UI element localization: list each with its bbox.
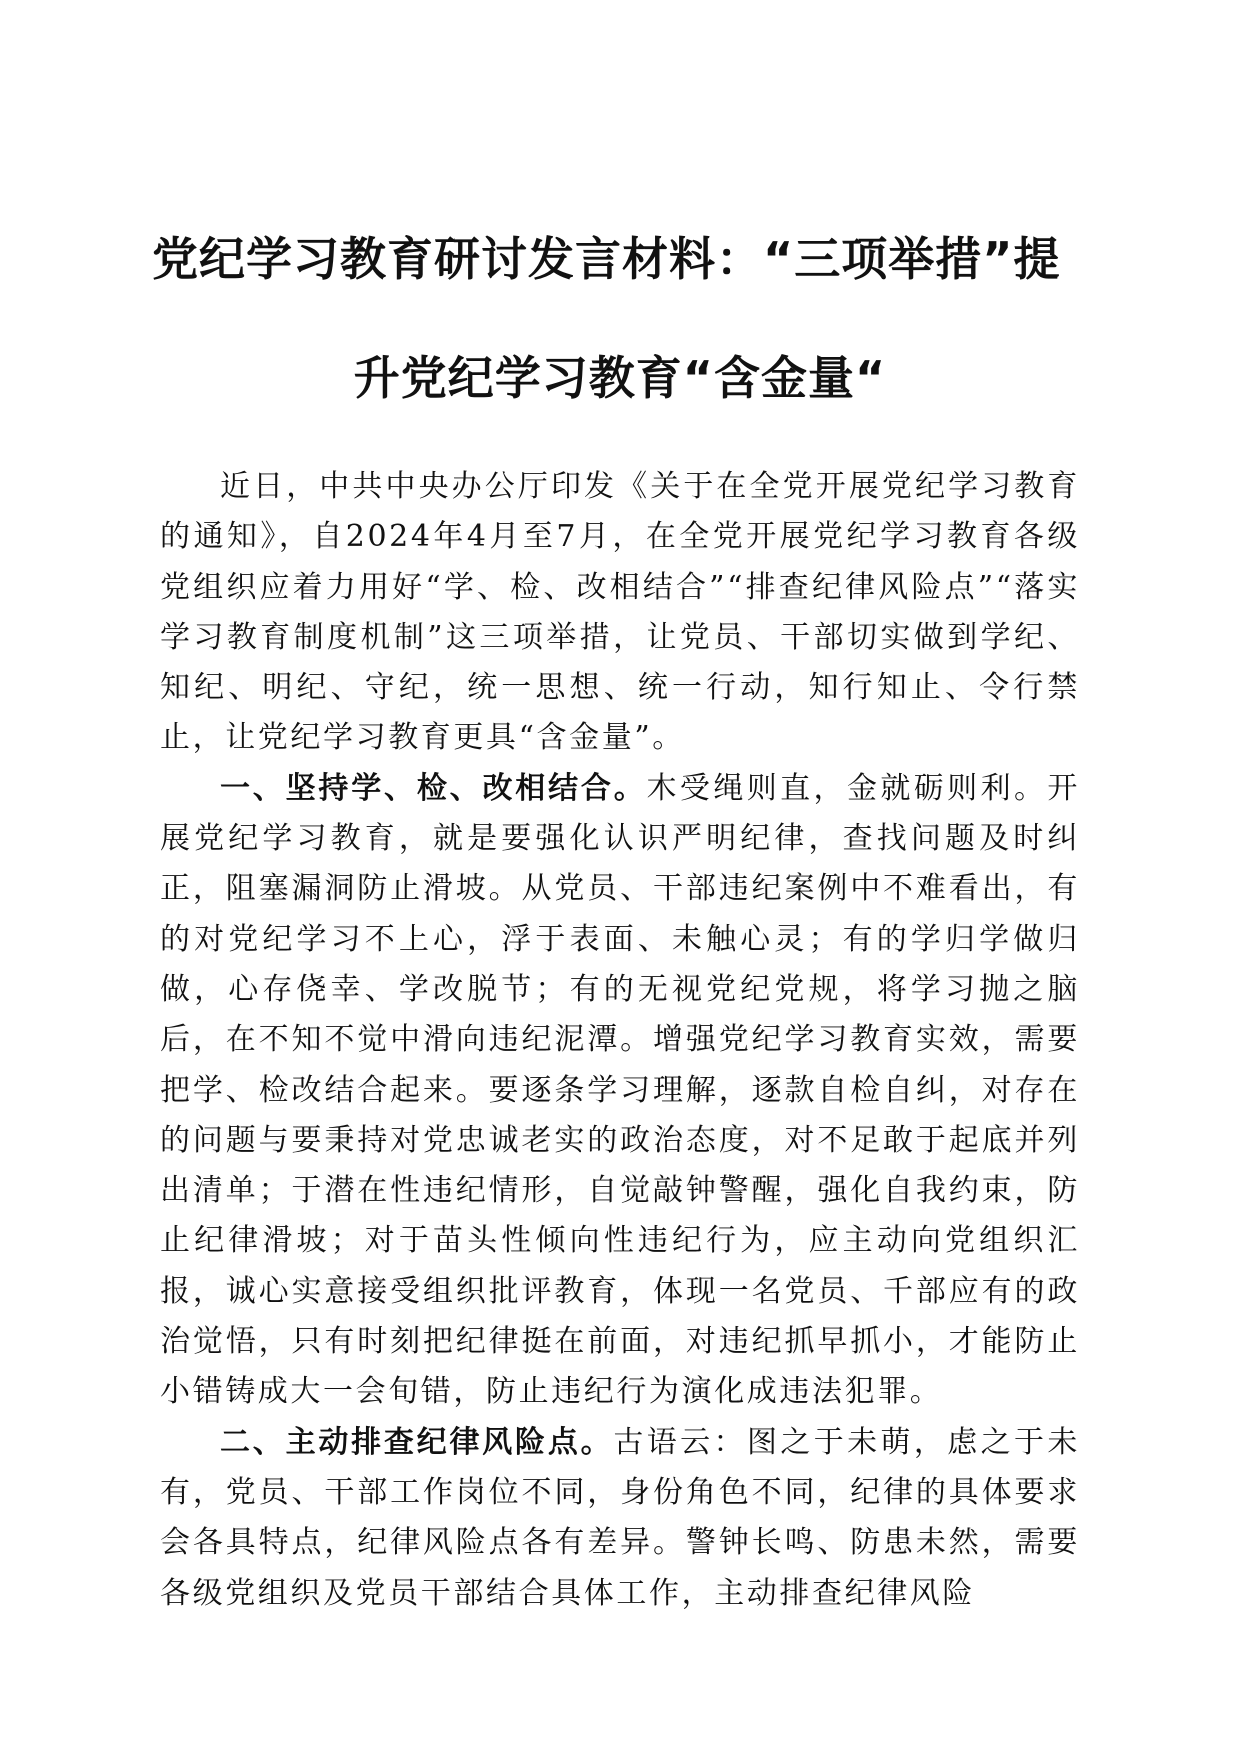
- section-1-body: 木受绳则直，金就砺则利。开展党纪学习教育，就是要强化认识严明纪律，查找问题及时纠正，阻塞漏洞防止滑坡。从党员、干部违纪案例中不难看出，有的对党纪学习不上心，浮于表面、未触心灵；有的学归学做归做，心存侥幸、学改脱节；有的无视党纪党规，将学习抛之脑后，在不知不觉中滑向违纪泥潭。增强党纪学习教育实效，需要把学、检改结合起来。要逐条学习理解，逐款自检自纠，对存在的问题与要秉持对党忠诚老实的政治态度，对不足敢于起底并列出清单；于潜在性违纪情形，自觉敲钟警醒，强化自我约束，防止纪律滑坡；对于苗头性倾向性违纪行为，应主动向党组织汇报，诚心实意接受组织批评教育，体现一名党员、千部应有的政治觉悟，只有时刻把纪律挺在前面，对违纪抓早抓小，才能防止小错铸成大一会旬错，防止违纪行为演化成违法犯罪。: [160, 770, 1080, 1410]
- section-2-body: 古语云：图之于未萌，虑之于未有，党员、干部工作岗位不同，身份角色不同，纪律的具体要求会各具特点，纪律风险点各有差异。警钟长鸣、防患未然，需要各级党组织及党员干部结合具体工作，主动排查纪律风险: [160, 1424, 1080, 1611]
- document-title-line-2: 升党纪学习教育“含金量“: [353, 351, 887, 405]
- section-2-heading: 二、主动排查纪律风险点。: [220, 1424, 614, 1460]
- intro-paragraph: 近日，中共中央办公厅印发《关于在全党开展党纪学习教育的通知》，自2024年4月至7月，在全党开展党纪学习教育各级党组织应着力用好“学、检、改相结合”“排查纪律风险点”“落实学习教育制度机制”这三项举措，让党员、干部切实做到学纪、知纪、明纪、守纪，统一思想、统一行动，知行知止、令行禁止，让党纪学习教育更具“含金量”。: [160, 469, 1080, 756]
- section-1-heading: 一、坚持学、检、改相结合。: [220, 770, 647, 806]
- document-title-line-1: 党纪学习教育研讨发言材料：“三项举措”提: [152, 232, 1061, 286]
- section-2-paragraph: [160, 1418, 1080, 1619]
- document-body: [160, 462, 1080, 1619]
- section-1-paragraph: [160, 764, 1080, 1418]
